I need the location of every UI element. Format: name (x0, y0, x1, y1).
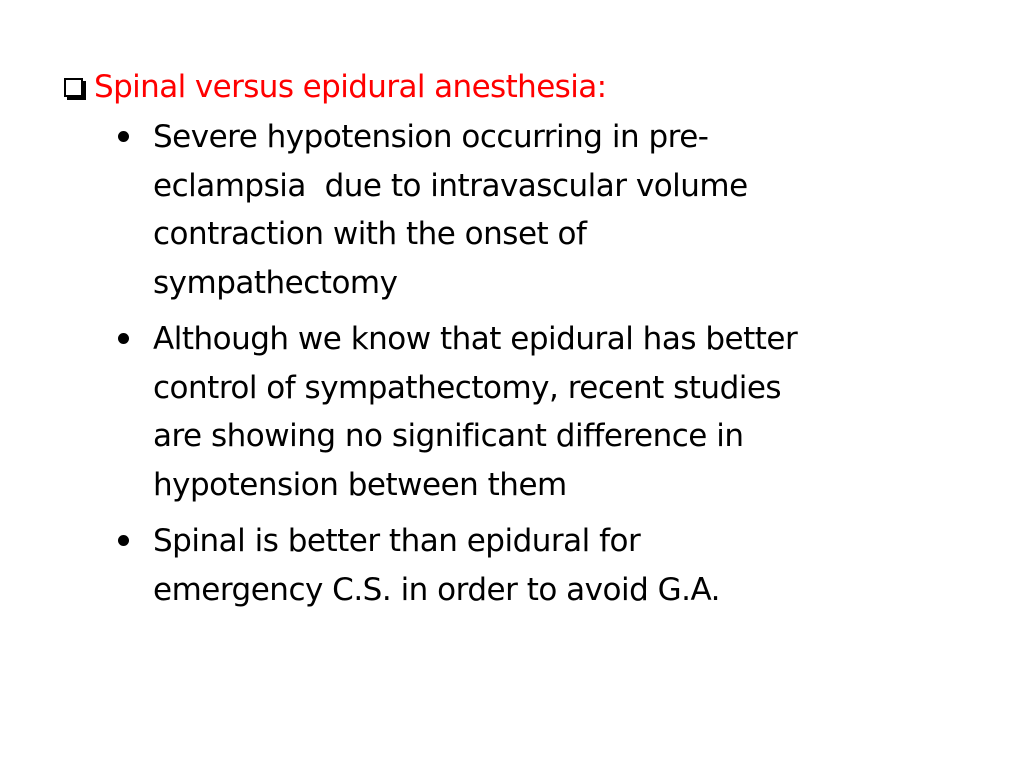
checkbox-icon (64, 78, 83, 97)
bullet-line: eclampsia due to intravascular volume (153, 167, 748, 204)
bullet-line: sympathectomy (153, 264, 398, 301)
bullet-line: are showing no significant difference in (153, 418, 744, 454)
bullet-list (64, 113, 964, 614)
bullet-line: Severe hypotension occurring in pre- (153, 119, 709, 155)
bullet-dot-icon (118, 333, 129, 344)
heading-text: Spinal versus epidural anesthesia: (94, 69, 607, 105)
bullet-line: hypotension between them (153, 466, 567, 503)
bullet-line: Spinal is better than epidural for (153, 523, 641, 559)
bullet-item (64, 315, 964, 509)
bullet-text (153, 517, 963, 614)
bullet-line: contraction with the onset of (153, 216, 587, 252)
bullet-item (64, 113, 964, 307)
bullet-item (64, 517, 964, 614)
bullet-line: control of sympathectomy, recent studies (153, 369, 782, 406)
bullet-text (153, 315, 963, 509)
slide-content (64, 62, 964, 622)
bullet-line: emergency C.S. in order to avoid G.A. (153, 571, 721, 608)
bullet-dot-icon (118, 131, 129, 142)
slide-heading (64, 62, 964, 112)
bullet-text (153, 113, 963, 307)
bullet-line: Although we know that epidural has better (153, 321, 798, 357)
bullet-dot-icon (118, 535, 129, 546)
